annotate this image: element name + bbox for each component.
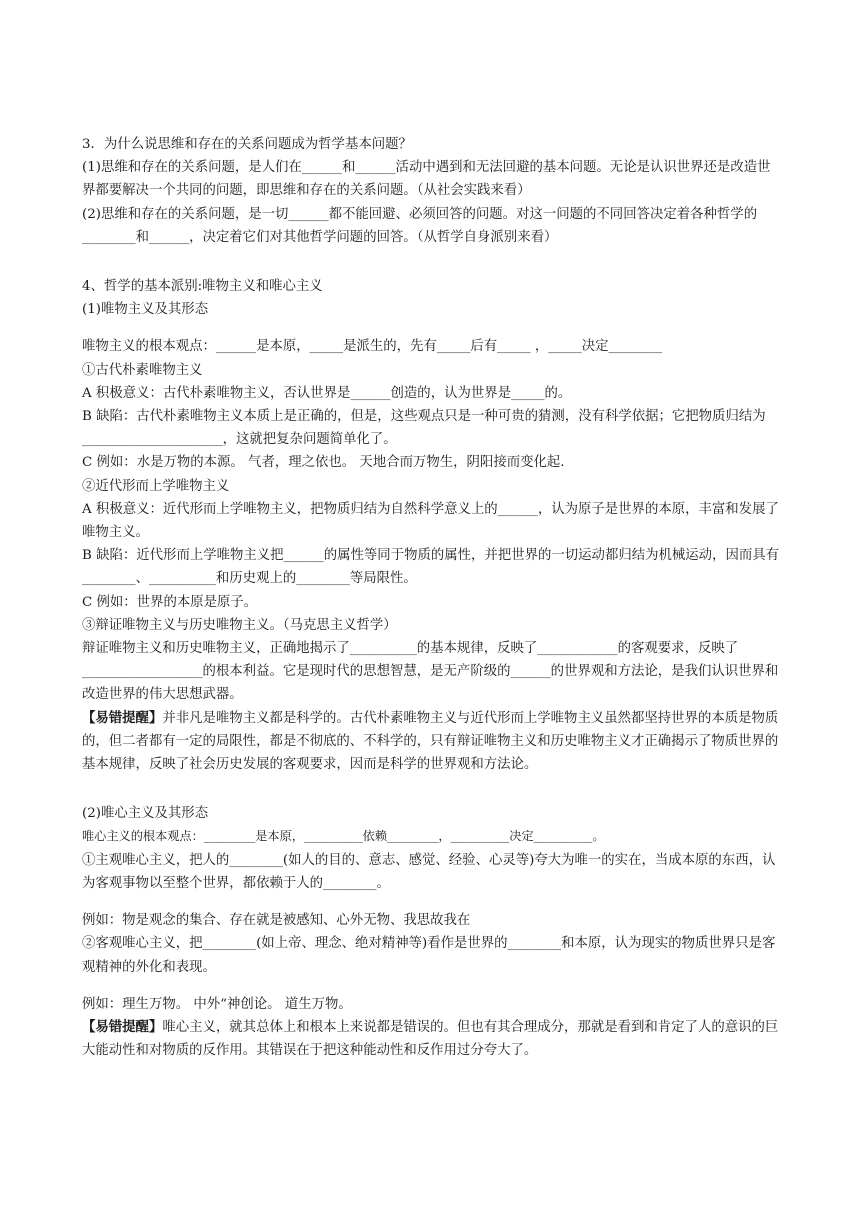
error-tip-text: 唯心主义，就其总体上和根本上来说都是错误的。但也有其合理成分，那就是看到和肯定了人的意识的巨大能动性和对物质的反作用。其错误在于把这种能动性和反作用过分夸大了。 [82,1019,779,1059]
dialectical-materialism-title: ③辩证唯物主义与历史唯物主义。（马克思主义哲学） [82,617,397,633]
materialism-heading: (1)唯物主义及其形态 [82,302,209,318]
spacer [82,776,782,802]
modern-materialism-b: B 缺陷：近代形而上学唯物主义把______的属性等同于物质的属性，并把世界的一切运动都归结为机械运动，因而具有________、__________和历史观上的________等局限性。 [82,548,780,587]
ancient-materialism-a: A 积极意义：古代朴素唯物主义，否认世界是______创造的，认为世界是_____的。 [82,385,572,401]
error-tip-label: 【易错提醒】 [82,1018,163,1035]
error-tip-1 [82,707,782,777]
ancient-materialism-c: C 例如：水是万物的本源。 气者，理之依也。 天地合而万物生，阴阳接而变化起. [82,455,565,471]
objective-idealism-example: 例如：理生万物。 中外“神创论。 道生万物。 [82,996,352,1012]
spacer [82,895,782,909]
error-tip-label: 【易错提醒】 [82,709,163,726]
objective-idealism: ②客观唯心主义，把________(如上帝、理念、绝对精神等)看作是世界的________和本原，认为现实的物质世界只是客观精神的外化和表现。 [82,936,776,975]
ancient-materialism-title: ①古代朴素唯物主义 [82,362,203,378]
ancient-materialism-b: B 缺陷：古代朴素唯物主义本质上是正确的，但是，这些观点只是一种可贵的猜测，没有科学依据；它把物质归结为_____________________，这就把复杂问题简单化了。 [82,409,766,448]
modern-materialism-title: ②近代形而上学唯物主义 [82,478,230,494]
error-tip-text: 并非凡是唯物主义都是科学的。古代朴素唯物主义与近代形而上学唯物主义虽然都坚持世界的本质是物质的，但二者都有一定的局限性，都是不彻底的、不科学的，只有辩证唯物主义和历史唯物主义才正确揭示了物质世界的基本规律，反映了社会历史发展的客观要求，因而是科学的世界观和方法论。 [82,710,779,773]
modern-materialism-a: A 积极意义：近代形而上学唯物主义，把物质归结为自然科学意义上的______，认为原子是世界的本原，丰富和发展了唯物主义。 [82,501,779,541]
spacer [82,249,782,275]
section-4-title: 4、哲学的基本派别:唯物主义和唯心主义 [82,279,323,295]
section-3-title: 3．为什么说思维和存在的关系问题成为哲学基本问题？ [82,137,412,152]
section-3-paragraph-1: (1)思维和存在的关系问题，是人们在______和______活动中遇到和无法回避的基本问题。无论是认识世界还是改造世界都要解决一个共同的问题，即思维和存在的关系问题。（从社会实践来看） [82,160,771,199]
spacer [82,979,782,993]
modern-materialism-c: C 例如：世界的本原是原子。 [82,594,258,610]
idealism-heading: (2)唯心主义及其形态 [82,806,209,822]
idealism-basic-view: 唯心主义的根本观点：_______是本原，________依赖_______，________决定________。 [82,829,605,844]
section-3-paragraph-2: (2)思维和存在的关系问题，是一切______都不能回避、必须回答的问题。对这一问题的不同回答决定着各种哲学的________和______，决定着它们对其他哲学问题的回答。（从哲学自身派别来看） [82,206,758,245]
dialectical-materialism-paragraph: 辩证唯物主义和历史唯物主义，正确地揭示了__________的基本规律，反映了____________的客观要求，反映了__________________的根本利益。它是现时代的思想智慧，是无产阶级的______的世界观和方法论，是我们认识世界和改造世界的伟大思想武器。 [82,641,779,703]
materialism-basic-view: 唯物主义的根本观点：______是本原，_____是派生的，先有_____后有_____ ，_____决定________ [82,339,663,355]
subjective-idealism: ①主观唯心主义，把人的________(如人的目的、意志、感觉、经验、心灵等)夸大为唯一的实在，当成本原的东西，认为客观事物以至整个世界，都依赖于人的________。 [82,852,776,891]
error-tip-2 [82,1016,782,1062]
document-content [82,133,782,1062]
subjective-idealism-example: 例如：物是观念的集合、存在就是被感知、心外无物、我思故我在 [82,913,471,929]
spacer [82,321,782,335]
